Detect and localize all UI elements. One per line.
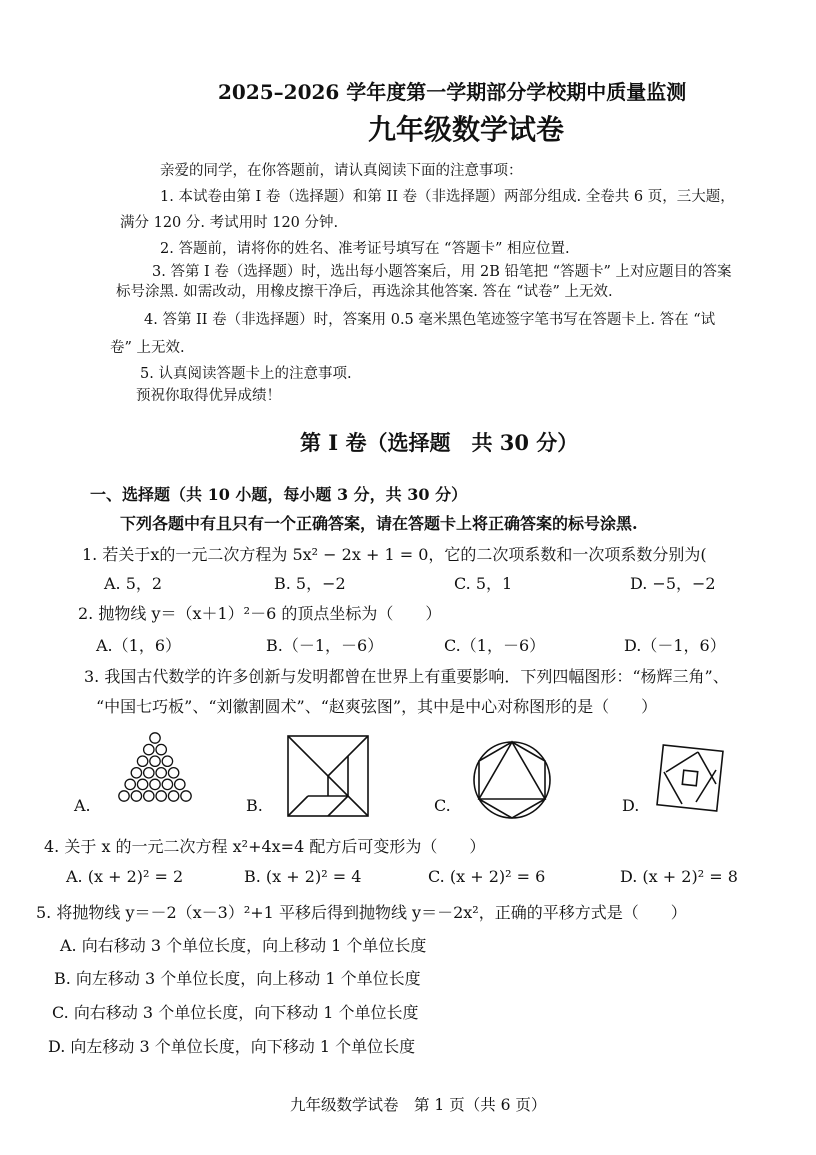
- q4-option-d: D. (x + 2)² = 8: [620, 867, 738, 886]
- question-3-stem-b: “中国七巧板”、“刘徽割圆术”、“赵爽弦图”，其中是中心对称图形的是（ ）: [96, 697, 658, 716]
- triangle-circle: [156, 791, 166, 801]
- q3-option-b: B.: [246, 796, 263, 815]
- triangle-circle: [181, 791, 191, 801]
- yang-hui-triangle-figure: [110, 728, 200, 806]
- triangle-circle: [150, 779, 160, 789]
- q3-option-d: D.: [622, 796, 640, 815]
- part-intro: 下列各题中有且只有一个正确答案，请在答题卡上将正确答案的标号涂黑.: [120, 514, 638, 533]
- triangle-circle: [137, 779, 147, 789]
- zhao-shuang-figure: [658, 746, 722, 810]
- part-heading: 一、选择题（共 10 小题，每小题 3 分，共 30 分）: [90, 485, 468, 504]
- triangle-circle: [162, 756, 172, 766]
- q5-option-a: A. 向右移动 3 个单位长度，向上移动 1 个单位长度: [60, 936, 427, 955]
- notice-item-1a: 1. 本试卷由第 I 卷（选择题）和第 II 卷（非选择题）两部分组成. 全卷共 6 页，三大题，: [160, 189, 735, 205]
- triangle-circle: [150, 733, 160, 743]
- q4-option-a: A. (x + 2)² = 2: [66, 867, 184, 886]
- q5-option-c: C. 向右移动 3 个单位长度，向下移动 1 个单位长度: [52, 1003, 419, 1022]
- q4-option-b: B. (x + 2)² = 4: [244, 867, 362, 886]
- triangle-circle: [168, 791, 178, 801]
- triangle-circle: [156, 744, 166, 754]
- notice-item-4a: 4. 答第 II 卷（非选择题）时，答案用 0.5 毫米黑色笔迹签字笔书写在答题卡上. 答在 “试: [144, 312, 716, 328]
- tangram-figure: [286, 734, 370, 818]
- notice-wish: 预祝你取得优异成绩！: [136, 388, 281, 404]
- triangle-circle: [144, 768, 154, 778]
- notice-item-3a: 3. 答第 I 卷（选择题）时，选出每小题答案后，用 2B 铅笔把 “答题卡” 上对应题目的答案: [152, 264, 732, 280]
- q2-option-c: C.（1，－6）: [444, 636, 546, 655]
- question-2-stem: 2. 抛物线 y＝（x＋1）²－6 的顶点坐标为（ ）: [78, 604, 442, 623]
- triangle-circle: [144, 791, 154, 801]
- triangle-circle: [137, 756, 147, 766]
- notice-item-1b: 满分 120 分. 考试用时 120 分钟.: [120, 215, 339, 231]
- exam-title: 2025–2026 学年度第一学期部分学校期中质量监测: [218, 80, 687, 104]
- section-heading: 第 I 卷（选择题 共 30 分）: [300, 430, 579, 455]
- q3-option-c: C.: [434, 796, 451, 815]
- triangle-circle: [156, 768, 166, 778]
- notice-item-2: 2. 答题前，请将你的姓名、准考证号填写在 “答题卡” 相应位置.: [160, 241, 570, 257]
- triangle-circle: [168, 768, 178, 778]
- notice-greeting: 亲爱的同学，在你答题前，请认真阅读下面的注意事项：: [160, 163, 523, 179]
- triangle-circle: [144, 744, 154, 754]
- triangle-circle: [131, 791, 141, 801]
- exam-subject: 九年级数学试卷: [368, 113, 565, 146]
- notice-item-4b: 卷” 上无效.: [110, 340, 185, 356]
- triangle-circle: [150, 756, 160, 766]
- question-1-stem: 1. 若关于x的一元二次方程为 5x² − 2x + 1 = 0，它的二次项系数和一次项系数分别为(: [82, 545, 707, 564]
- triangle-circle: [131, 768, 141, 778]
- q1-option-b: B. 5，−2: [274, 574, 346, 593]
- q5-option-b: B. 向左移动 3 个单位长度，向上移动 1 个单位长度: [54, 969, 421, 988]
- triangle-circle: [119, 791, 129, 801]
- q4-option-c: C. (x + 2)² = 6: [428, 867, 546, 886]
- q2-option-a: A.（1，6）: [96, 636, 182, 655]
- q1-option-d: D. −5，−2: [630, 574, 716, 593]
- page-footer: 九年级数学试卷 第 1 页（共 6 页）: [290, 1096, 547, 1114]
- triangle-circle: [175, 779, 185, 789]
- q3-option-a: A.: [74, 796, 91, 815]
- q5-option-d: D. 向左移动 3 个单位长度，向下移动 1 个单位长度: [48, 1037, 416, 1056]
- liu-hui-circle-figure: [470, 738, 554, 822]
- q1-option-c: C. 5，1: [454, 574, 513, 593]
- q1-option-a: A. 5，2: [104, 574, 163, 593]
- notice-item-5: 5. 认真阅读答题卡上的注意事项.: [140, 366, 352, 382]
- question-4-stem: 4. 关于 x 的一元二次方程 x²+4x=4 配方后可变形为（ ）: [44, 837, 486, 856]
- question-3-stem-a: 3. 我国古代数学的许多创新与发明都曾在世界上有重要影响．下列四幅图形：“杨辉三角”、: [84, 667, 729, 686]
- q2-option-b: B.（－1，－6）: [266, 636, 384, 655]
- triangle-circle: [162, 779, 172, 789]
- question-5-stem: 5. 将抛物线 y＝－2（x－3）²+1 平移后得到抛物线 y＝－2x²，正确的平移方式是（ ）: [36, 903, 687, 922]
- q2-option-d: D.（－1，6）: [624, 636, 726, 655]
- notice-item-3b: 标号涂黑. 如需改动，用橡皮擦干净后，再选涂其他答案. 答在 “试卷” 上无效.: [116, 284, 613, 300]
- triangle-circle: [125, 779, 135, 789]
